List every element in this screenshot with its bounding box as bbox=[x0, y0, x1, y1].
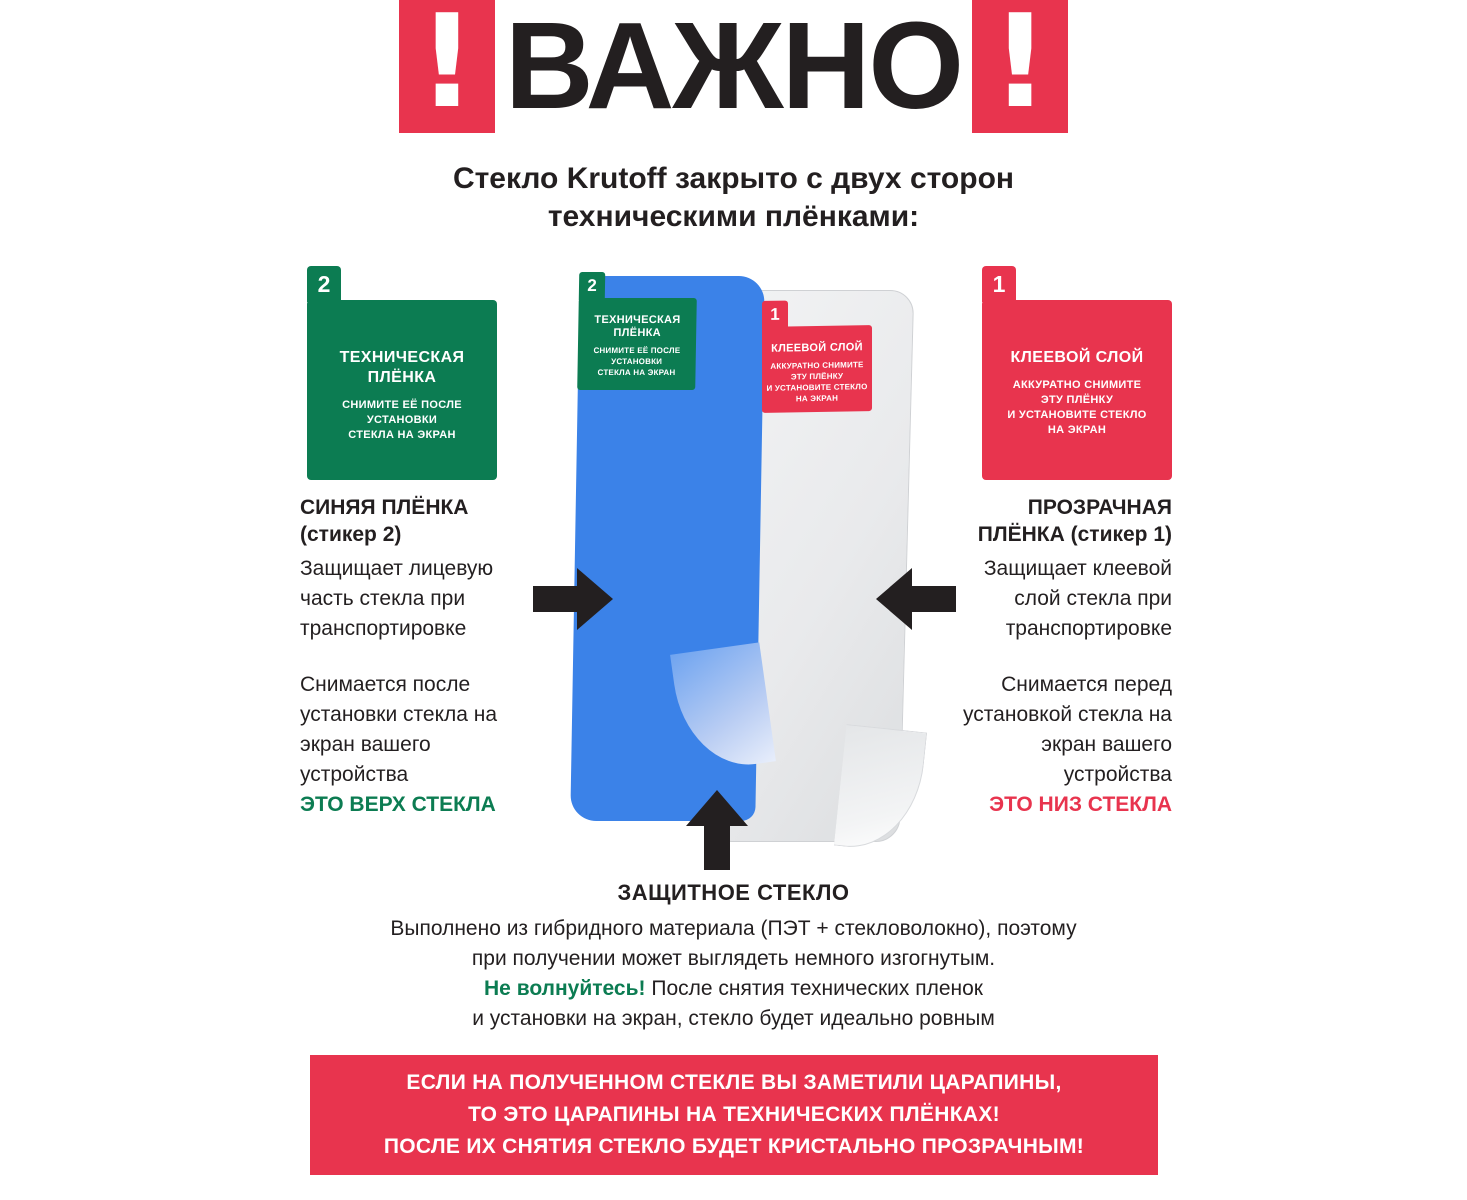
page-title: ВАЖНО bbox=[504, 0, 963, 135]
illustration-green-sticker-body bbox=[577, 340, 696, 378]
illustration-green-body-line-3: СТЕКЛА НА ЭКРАН bbox=[597, 368, 676, 377]
protective-glass-title: ЗАЩИТНОЕ СТЕКЛО bbox=[617, 880, 850, 905]
spacer bbox=[300, 644, 530, 670]
red-card-body-line-1: АККУРАТНО СНИМИТЕ bbox=[1012, 379, 1142, 391]
illustration-green-title-line-1: ТЕХНИЧЕСКАЯ bbox=[594, 314, 681, 326]
exclamation-right-icon: ! bbox=[972, 0, 1068, 133]
clear-film-paragraph-2: Снимается перед установкой стекла на экран вашего устройства bbox=[963, 673, 1172, 786]
red-card-body-line-3: И УСТАНОВИТЕ СТЕКЛО bbox=[1007, 409, 1147, 421]
clear-film-peel-corner bbox=[834, 724, 927, 854]
protective-glass-line-2: при получении может выглядеть немного изгогнутым. bbox=[471, 947, 996, 970]
blue-film-paragraph-2: Снимается после установки стекла на экран вашего устройства bbox=[300, 673, 498, 786]
green-card-title bbox=[307, 300, 497, 388]
blue-film-paragraph-1: Защищает лицевую часть стекла при транспортировке bbox=[300, 557, 494, 640]
clear-film-heading-line-1: ПРОЗРАЧНАЯ bbox=[1027, 496, 1172, 519]
protective-glass-line-3 bbox=[0, 974, 1467, 1004]
blue-film-heading bbox=[300, 494, 530, 548]
illustration-red-sticker-body bbox=[762, 354, 872, 405]
red-card-body-line-2: ЭТУ ПЛЁНКУ bbox=[1040, 394, 1114, 406]
blue-film-accent: ЭТО ВЕРХ СТЕКЛА bbox=[300, 793, 496, 816]
illustration-green-body-line-1: СНИМИТЕ ЕЁ ПОСЛЕ bbox=[593, 346, 681, 355]
protective-glass-accent: Не волнуйтесь! bbox=[484, 977, 646, 1000]
green-film-card bbox=[307, 271, 497, 480]
green-card-number: 2 bbox=[307, 266, 341, 302]
subtitle bbox=[0, 160, 1467, 236]
red-card-number: 1 bbox=[982, 266, 1016, 302]
protective-glass-body bbox=[0, 914, 1467, 1034]
illustration-red-sticker bbox=[762, 304, 872, 413]
illustration-red-body-line-3: И УСТАНОВИТЕ СТЕКЛО bbox=[766, 382, 868, 393]
red-card-body bbox=[982, 368, 1172, 438]
illustration-red-sticker-number: 1 bbox=[762, 301, 788, 329]
blue-film-description bbox=[300, 494, 530, 820]
protective-glass-line-1: Выполнено из гибридного материала (ПЭТ + стекловолокно), поэтому bbox=[390, 917, 1077, 940]
clear-film-accent: ЭТО НИЗ СТЕКЛА bbox=[989, 793, 1172, 816]
illustration-red-body-line-2: ЭТУ ПЛЁНКУ bbox=[790, 371, 844, 382]
warning-banner-line-3: ПОСЛЕ ИХ СНЯТИЯ СТЕКЛО БУДЕТ КРИСТАЛЬНО ПРОЗРАЧНЫМ! bbox=[383, 1135, 1085, 1158]
clear-film-heading bbox=[942, 494, 1172, 548]
clear-film-description bbox=[942, 494, 1172, 820]
illustration-green-body-line-2: УСТАНОВКИ bbox=[611, 357, 663, 366]
green-card-body-line-2: УСТАНОВКИ bbox=[366, 414, 438, 426]
illustration-green-sticker-title bbox=[578, 298, 697, 340]
illustration-red-body-line-4: НА ЭКРАН bbox=[795, 393, 839, 404]
warning-banner-line-1: ЕСЛИ НА ПОЛУЧЕННОМ СТЕКЛЕ ВЫ ЗАМЕТИЛИ ЦАРАПИНЫ, bbox=[406, 1071, 1062, 1094]
illustration-red-sticker-title: КЛЕЕВОЙ СЛОЙ bbox=[771, 341, 863, 355]
illustration-red-body-line-1: АККУРАТНО СНИМИТЕ bbox=[770, 360, 864, 371]
illustration-green-title-line-2: ПЛЁНКА bbox=[613, 327, 661, 339]
arrow-up-icon bbox=[686, 790, 748, 875]
red-card-body-line-4: НА ЭКРАН bbox=[1047, 424, 1107, 436]
green-card-title-line-2: ПЛЁНКА bbox=[367, 369, 437, 386]
warning-banner-line-2: ТО ЭТО ЦАРАПИНЫ НА ТЕХНИЧЕСКИХ ПЛЁНКАХ! bbox=[468, 1103, 1000, 1126]
illustration-green-sticker bbox=[577, 276, 697, 390]
exclamation-left-icon: ! bbox=[399, 0, 495, 133]
protective-glass-section bbox=[0, 878, 1467, 1034]
green-card-body-line-1: СНИМИТЕ ЕЁ ПОСЛЕ bbox=[342, 399, 462, 411]
glass-illustration bbox=[540, 258, 940, 868]
protective-glass-line-3-rest: После снятия технических пленок bbox=[645, 977, 983, 1000]
green-card-title-line-1: ТЕХНИЧЕСКАЯ bbox=[339, 349, 465, 366]
red-film-card bbox=[982, 271, 1172, 480]
clear-film-heading-line-2: ПЛЁНКА (стикер 1) bbox=[977, 523, 1172, 546]
subtitle-line-1: Стекло Krutoff закрыто с двух сторон bbox=[452, 162, 1015, 195]
header-banner bbox=[0, 0, 1467, 137]
red-card-title: КЛЕЕВОЙ СЛОЙ bbox=[1010, 349, 1144, 366]
green-card-body-line-3: СТЕКЛА НА ЭКРАН bbox=[348, 429, 456, 441]
spacer bbox=[942, 644, 1172, 670]
protective-glass-line-4: и установки на экран, стекло будет идеально ровным bbox=[472, 1007, 995, 1030]
arrow-right-icon bbox=[533, 568, 613, 635]
clear-film-paragraph-1: Защищает клеевой слой стекла при транспортировке bbox=[983, 557, 1172, 640]
subtitle-line-2: техническими плёнками: bbox=[547, 200, 920, 233]
blue-film-heading-line-1: СИНЯЯ ПЛЁНКА bbox=[300, 496, 469, 519]
warning-banner bbox=[310, 1055, 1158, 1175]
green-card-body bbox=[307, 388, 497, 443]
blue-film-heading-line-2: (стикер 2) bbox=[300, 523, 402, 546]
illustration-green-sticker-number: 2 bbox=[579, 272, 605, 300]
